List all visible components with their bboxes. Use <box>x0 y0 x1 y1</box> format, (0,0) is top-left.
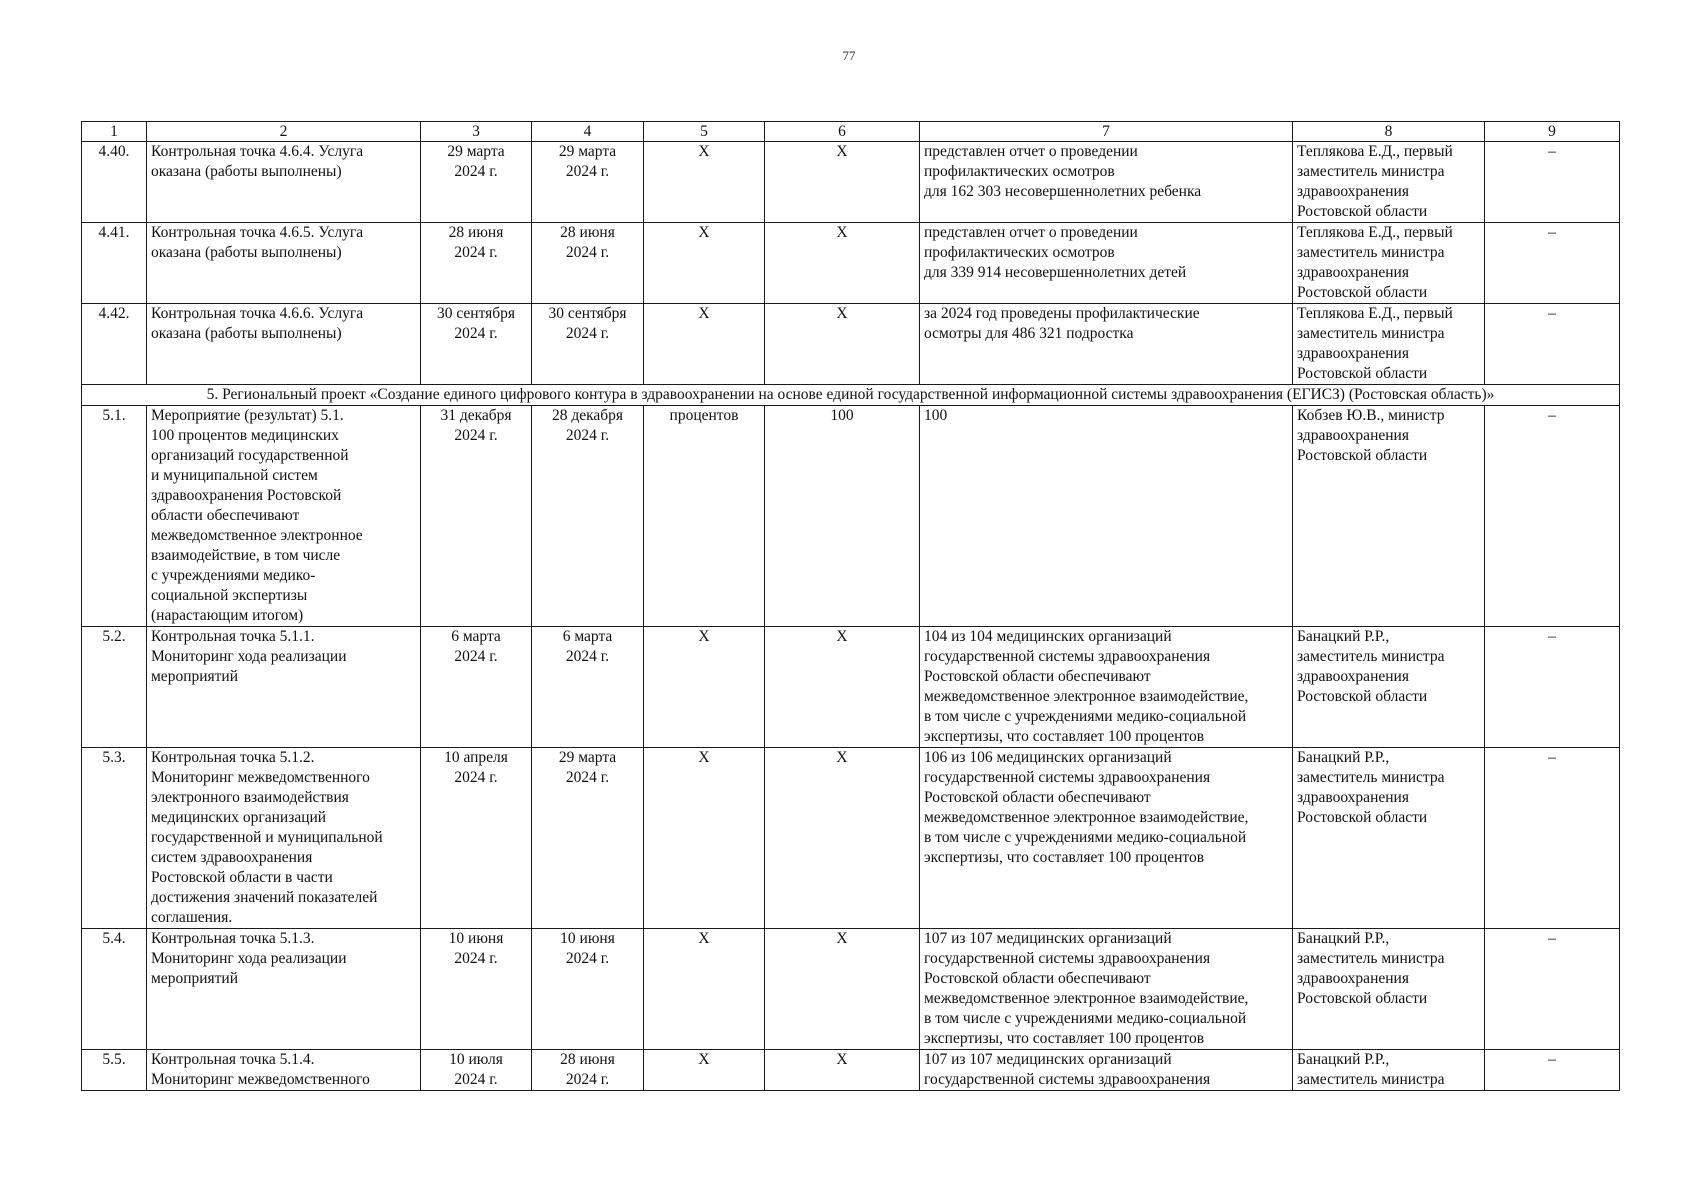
column-number-cell: 1 <box>82 122 147 142</box>
row-number-cell: 5.3. <box>82 748 147 929</box>
result-cell: представлен отчет о проведении профилактических осмотров для 339 914 несовершеннолетних детей <box>920 223 1293 304</box>
note-cell: – <box>1485 1050 1620 1091</box>
page-number: 77 <box>842 48 856 63</box>
value-cell: Х <box>765 929 920 1050</box>
row-name-cell: Контрольная точка 5.1.4. Мониторинг межведомственного <box>147 1050 421 1091</box>
value-cell: Х <box>765 142 920 223</box>
result-cell: 107 из 107 медицинских организаций государственной системы здравоохранения Ростовской области обеспечивают межведомственное электронное взаимодействие, в том числе с учреждениями медико-социальной экспертизы, что составляет 100 процентов <box>920 929 1293 1050</box>
planned-date-cell: 10 июля 2024 г. <box>421 1050 532 1091</box>
result-cell: 106 из 106 медицинских организаций государственной системы здравоохранения Ростовской области обеспечивают межведомственное электронное взаимодействие, в том числе с учреждениями медико-социальной экспертизы, что составляет 100 процентов <box>920 748 1293 929</box>
planned-date-cell: 10 апреля 2024 г. <box>421 748 532 929</box>
column-number-cell: 6 <box>765 122 920 142</box>
unit-cell: Х <box>644 304 765 385</box>
value-cell: 100 <box>765 406 920 627</box>
note-cell: – <box>1485 304 1620 385</box>
section-row <box>82 385 1620 406</box>
responsible-cell: Теплякова Е.Д., первый заместитель министра здравоохранения Ростовской области <box>1293 304 1485 385</box>
value-cell: Х <box>765 1050 920 1091</box>
row-name-cell: Контрольная точка 4.6.4. Услуга оказана (работы выполнены) <box>147 142 421 223</box>
note-cell: – <box>1485 627 1620 748</box>
row-name-cell: Мероприятие (результат) 5.1. 100 процентов медицинских организаций государственной и муниципальной систем здравоохранения Ростовской области обеспечивают межведомственное электронное взаимодействие, в том числе с учреждениями медико- социальной экспертизы (нарастающим итогом) <box>147 406 421 627</box>
row-name-cell: Контрольная точка 4.6.6. Услуга оказана (работы выполнены) <box>147 304 421 385</box>
report-table <box>81 121 1620 1091</box>
row-name-cell: Контрольная точка 5.1.1. Мониторинг хода реализации мероприятий <box>147 627 421 748</box>
result-cell: представлен отчет о проведении профилактических осмотров для 162 303 несовершеннолетних ребенка <box>920 142 1293 223</box>
planned-date-cell: 10 июня 2024 г. <box>421 929 532 1050</box>
row-name-cell: Контрольная точка 4.6.5. Услуга оказана (работы выполнены) <box>147 223 421 304</box>
row-number-cell: 4.41. <box>82 223 147 304</box>
responsible-cell: Банацкий Р.Р., заместитель министра здравоохранения Ростовской области <box>1293 929 1485 1050</box>
column-number-cell: 8 <box>1293 122 1485 142</box>
planned-date-cell: 28 июня 2024 г. <box>421 223 532 304</box>
actual-date-cell: 29 марта 2024 г. <box>532 142 644 223</box>
row-number-cell: 5.1. <box>82 406 147 627</box>
note-cell: – <box>1485 929 1620 1050</box>
value-cell: Х <box>765 627 920 748</box>
note-cell: – <box>1485 142 1620 223</box>
result-cell: 104 из 104 медицинских организаций государственной системы здравоохранения Ростовской области обеспечивают межведомственное электронное взаимодействие, в том числе с учреждениями медико-социальной экспертизы, что составляет 100 процентов <box>920 627 1293 748</box>
unit-cell: Х <box>644 627 765 748</box>
column-number-cell: 5 <box>644 122 765 142</box>
table-row <box>82 304 1620 385</box>
responsible-cell: Кобзев Ю.В., министр здравоохранения Ростовской области <box>1293 406 1485 627</box>
planned-date-cell: 29 марта 2024 г. <box>421 142 532 223</box>
unit-cell: Х <box>644 1050 765 1091</box>
value-cell: Х <box>765 748 920 929</box>
value-cell: Х <box>765 304 920 385</box>
note-cell: – <box>1485 406 1620 627</box>
column-number-cell: 4 <box>532 122 644 142</box>
table-row <box>82 142 1620 223</box>
value-cell: Х <box>765 223 920 304</box>
table-row <box>82 748 1620 929</box>
actual-date-cell: 6 марта 2024 г. <box>532 627 644 748</box>
unit-cell: Х <box>644 748 765 929</box>
section-title: 5. Региональный проект «Создание единого цифрового контура в здравоохранении на основе единой государственной информационной системы здравоохранения (ЕГИСЗ) (Ростовская область)» <box>82 385 1620 406</box>
table-row <box>82 929 1620 1050</box>
table-body <box>82 122 1620 1091</box>
table-row <box>82 627 1620 748</box>
unit-cell: Х <box>644 929 765 1050</box>
note-cell: – <box>1485 223 1620 304</box>
row-number-cell: 4.40. <box>82 142 147 223</box>
result-cell: за 2024 год проведены профилактические осмотры для 486 321 подростка <box>920 304 1293 385</box>
actual-date-cell: 28 декабря 2024 г. <box>532 406 644 627</box>
column-number-cell: 3 <box>421 122 532 142</box>
responsible-cell: Банацкий Р.Р., заместитель министра <box>1293 1050 1485 1091</box>
row-name-cell: Контрольная точка 5.1.2. Мониторинг межведомственного электронного взаимодействия медицинских организаций государственной и муниципальной систем здравоохранения Ростовской области в части достижения значений показателей соглашения. <box>147 748 421 929</box>
column-number-cell: 7 <box>920 122 1293 142</box>
unit-cell: Х <box>644 142 765 223</box>
responsible-cell: Банацкий Р.Р., заместитель министра здравоохранения Ростовской области <box>1293 627 1485 748</box>
responsible-cell: Банацкий Р.Р., заместитель министра здравоохранения Ростовской области <box>1293 748 1485 929</box>
column-number-cell: 2 <box>147 122 421 142</box>
actual-date-cell: 10 июня 2024 г. <box>532 929 644 1050</box>
result-cell: 100 <box>920 406 1293 627</box>
actual-date-cell: 30 сентября 2024 г. <box>532 304 644 385</box>
row-number-cell: 5.5. <box>82 1050 147 1091</box>
row-number-cell: 5.2. <box>82 627 147 748</box>
actual-date-cell: 28 июня 2024 г. <box>532 223 644 304</box>
row-name-cell: Контрольная точка 5.1.3. Мониторинг хода реализации мероприятий <box>147 929 421 1050</box>
planned-date-cell: 30 сентября 2024 г. <box>421 304 532 385</box>
responsible-cell: Теплякова Е.Д., первый заместитель министра здравоохранения Ростовской области <box>1293 223 1485 304</box>
note-cell: – <box>1485 748 1620 929</box>
column-number-cell: 9 <box>1485 122 1620 142</box>
table-row <box>82 1050 1620 1091</box>
responsible-cell: Теплякова Е.Д., первый заместитель министра здравоохранения Ростовской области <box>1293 142 1485 223</box>
planned-date-cell: 31 декабря 2024 г. <box>421 406 532 627</box>
unit-cell: Х <box>644 223 765 304</box>
row-number-cell: 5.4. <box>82 929 147 1050</box>
actual-date-cell: 28 июня 2024 г. <box>532 1050 644 1091</box>
table-row <box>82 406 1620 627</box>
result-cell: 107 из 107 медицинских организаций государственной системы здравоохранения <box>920 1050 1293 1091</box>
planned-date-cell: 6 марта 2024 г. <box>421 627 532 748</box>
table-row <box>82 223 1620 304</box>
row-number-cell: 4.42. <box>82 304 147 385</box>
unit-cell: процентов <box>644 406 765 627</box>
actual-date-cell: 29 марта 2024 г. <box>532 748 644 929</box>
column-number-header-row <box>82 122 1620 142</box>
